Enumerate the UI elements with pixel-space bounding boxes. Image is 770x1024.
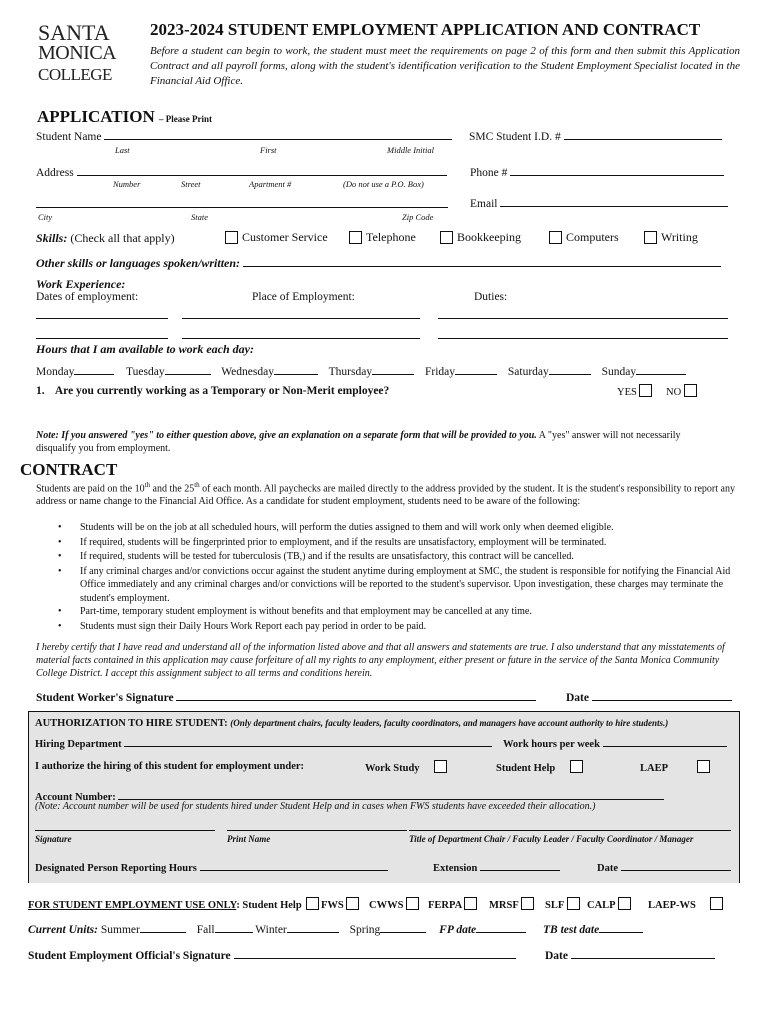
program-laep-ws[interactable] <box>648 897 723 911</box>
program-checkbox[interactable] <box>346 897 359 910</box>
skill-checkbox[interactable] <box>440 231 453 244</box>
option-laep[interactable] <box>640 760 710 774</box>
program-label: CWWS <box>369 900 404 911</box>
friday-hours-field[interactable] <box>455 363 497 375</box>
note-rest: A "yes" answer will not necessarily disqualify you from employment. <box>36 430 681 454</box>
office-use-row <box>28 897 319 911</box>
tb-test-date-label: TB test date <box>543 924 600 936</box>
skill-checkbox[interactable] <box>349 231 362 244</box>
email-field[interactable] <box>500 195 728 207</box>
contract-text-b: and the 25 <box>150 483 195 495</box>
zip-sub: Zip Code <box>402 212 434 222</box>
contract-bullet: • If any criminal charges and/or convictions occur against the student anytime during employment at SMC, the student is responsible for notifying the Financial Aid Office immediately and any criminal charges and/or convictions will be reported to the student's supervisor. Upon investigation, these charges may terminate the student's employment. <box>58 565 738 606</box>
official-date-label: Date <box>545 950 568 962</box>
winter-field[interactable] <box>287 921 339 933</box>
no-checkbox[interactable] <box>684 384 697 397</box>
authorize-label: I authorize the hiring of this student for employment under: <box>35 761 305 772</box>
program-label: CALP <box>587 900 616 911</box>
option-label: LAEP <box>640 763 669 774</box>
place-label: Place of Employment: <box>252 291 355 303</box>
smc-id-label: SMC Student I.D. # <box>469 131 561 143</box>
official-signature-label: Student Employment Official's Signature <box>28 950 231 962</box>
student-name-label: Student Name <box>36 131 102 143</box>
days-row <box>36 363 686 378</box>
work-experience-label: Work Experience: <box>36 277 126 291</box>
dates-field-1[interactable] <box>36 318 168 319</box>
program-ferpa[interactable] <box>428 897 477 911</box>
title-label: Title of Department Chair / Faculty Leader / Faculty Coordinator / Manager <box>409 834 694 844</box>
dates-label: Dates of employment: <box>36 291 139 303</box>
duties-field-2[interactable] <box>438 338 728 339</box>
skills-note: (Check all that apply) <box>70 231 175 245</box>
current-units-row <box>28 921 643 936</box>
contract-bullet: • Part-time, temporary student employment is without benefits and that employment may be cancelled at any time. <box>58 605 738 620</box>
winter-label: Winter <box>255 924 287 936</box>
program-label: FWS <box>321 900 344 911</box>
worker-signature-label: Student Worker's Signature <box>36 692 174 704</box>
duties-field-1[interactable] <box>438 318 728 319</box>
program-checkbox[interactable] <box>464 897 477 910</box>
sunday-hours-field[interactable] <box>636 363 686 375</box>
program-slf[interactable] <box>545 897 580 911</box>
skill-label: Computers <box>566 230 619 244</box>
logo-line-3: COLLEGE <box>38 65 112 84</box>
no-label: NO <box>666 387 682 398</box>
hiring-department-field[interactable] <box>124 735 492 747</box>
contract-text-a: Students are paid on the 10 <box>36 483 145 495</box>
smc-id-row <box>469 128 722 143</box>
contract-paragraph <box>36 479 736 508</box>
work-hours-row <box>503 735 727 750</box>
yes-option[interactable] <box>617 384 652 398</box>
program-label: MRSF <box>489 900 519 911</box>
day-tuesday: Tuesday <box>126 366 165 378</box>
tb-test-date-field[interactable] <box>599 921 643 933</box>
auth-date-field[interactable] <box>621 859 731 871</box>
program-label: SLF <box>545 900 564 911</box>
smc-id-field[interactable] <box>564 128 722 140</box>
auth-date-row <box>597 859 731 874</box>
college-logo <box>38 22 130 85</box>
designated-label: Designated Person Reporting Hours <box>35 863 197 874</box>
application-heading-text: APPLICATION <box>37 107 155 126</box>
program-calp[interactable] <box>587 897 631 911</box>
question-number: 1. <box>36 385 45 397</box>
form-intro: Before a student can begin to work, the student must meet the requirements on page 2 of this form and then submit this Application Contract and all payroll forms, along with the student's identification verification to the Student Employment Specialist located in the Financial Aid Office. <box>150 45 740 87</box>
name-sub-middle: Middle Initial <box>387 145 434 155</box>
application-heading-note: – Please Print <box>159 114 212 124</box>
skill-writing[interactable] <box>644 230 698 245</box>
option-checkbox[interactable] <box>697 760 710 773</box>
other-skills-label: Other skills or languages spoken/written: <box>36 256 241 270</box>
current-units-label: Current Units: <box>28 924 98 936</box>
name-sub-first: First <box>260 145 277 155</box>
auth-date-label: Date <box>597 863 618 874</box>
account-label: Account Number: <box>35 792 116 803</box>
skill-checkbox[interactable] <box>644 231 657 244</box>
tuesday-hours-field[interactable] <box>165 363 211 375</box>
address-row <box>36 164 447 179</box>
program-cwws[interactable] <box>369 897 419 911</box>
program-fws[interactable] <box>321 897 359 911</box>
application-heading <box>37 107 212 127</box>
contract-sup-1: th <box>144 481 151 489</box>
program-checkbox[interactable] <box>406 897 419 910</box>
fp-date-label: FP date <box>439 924 477 936</box>
question-row <box>36 385 389 397</box>
address-label: Address <box>36 167 74 179</box>
worker-date-label: Date <box>566 692 589 704</box>
worker-date-row <box>566 689 732 704</box>
yes-label: YES <box>617 387 637 398</box>
skill-label: Customer Service <box>242 230 328 244</box>
worker-signature-row <box>36 689 536 704</box>
account-note: (Note: Account number will be used for students hired under Student Help and in cases when FWS students have exceeded their allocation.) <box>35 801 596 812</box>
skill-label: Writing <box>661 230 698 244</box>
contract-bullet: • Students must sign their Daily Hours Work Report each pay period in order to be paid. <box>58 620 738 635</box>
option-checkbox[interactable] <box>434 760 447 773</box>
contract-bullet: • If required, students will be tested for tuberculosis (TB,) and if the results are unsatisfactory, this contract will be cancelled. <box>58 550 738 565</box>
summer-label: Summer <box>100 924 140 936</box>
fp-date-field[interactable] <box>476 921 526 933</box>
skill-checkbox[interactable] <box>225 231 238 244</box>
spring-label: Spring <box>349 924 381 936</box>
official-date-row <box>545 947 715 962</box>
fall-label: Fall <box>196 924 215 936</box>
worker-signature-field[interactable] <box>176 689 536 701</box>
question-text: Are you currently working as a Temporary or Non-Merit employee? <box>54 385 390 397</box>
contract-sup-2: th <box>194 481 200 489</box>
certify-paragraph: I hereby certify that I have read and understand all of the information listed above and that all answers and statements are true. I also understand that any misstatements of material facts contained in this application may cause forfeiture of all my rights to any employment, either present or future in the service of the Santa Monica Community College District. I accept this assignment subject to all terms and conditions herein. <box>36 642 725 679</box>
program-checkbox[interactable] <box>618 897 631 910</box>
day-friday: Friday <box>424 366 455 378</box>
authorization-heading-note: (Only department chairs, faculty leaders, faculty coordinators, and managers have account authority to hire students.) <box>230 718 669 728</box>
program-checkbox[interactable] <box>521 897 534 910</box>
saturday-hours-field[interactable] <box>549 363 591 375</box>
email-label: Email <box>470 198 498 210</box>
place-field-2[interactable] <box>182 338 420 339</box>
extension-label: Extension <box>433 863 478 874</box>
phone-field[interactable] <box>510 164 724 176</box>
phone-row <box>470 164 724 179</box>
signature-field[interactable] <box>35 830 215 831</box>
work-hours-label: Work hours per week <box>503 739 600 750</box>
contract-bullet: • If required, students will be fingerprinted prior to employment, and if the results are unsatisfactory, employment will be terminated. <box>58 536 738 551</box>
dates-field-2[interactable] <box>36 338 168 339</box>
phone-label: Phone # <box>470 167 508 179</box>
logo-line-1: SANTA <box>38 20 110 45</box>
option-student-help[interactable] <box>496 760 583 774</box>
email-row <box>470 195 728 210</box>
note-bold: Note: If you answered "yes" to either question above, give an explanation on a separate form that will be provided to you. <box>36 430 537 441</box>
official-date-field[interactable] <box>571 947 715 959</box>
skills-label: Skills: <box>36 231 68 245</box>
office-use-label: FOR STUDENT EMPLOYMENT USE ONLY <box>28 900 237 911</box>
other-skills-row <box>36 255 721 271</box>
name-sub-last: Last <box>115 145 130 155</box>
day-wednesday: Wednesday <box>221 366 274 378</box>
address-sub-apartment: Apartment # <box>249 179 292 189</box>
option-label: Work Study <box>365 763 420 774</box>
day-monday: Monday <box>36 366 75 378</box>
title-field[interactable] <box>409 830 731 831</box>
authorization-heading: AUTHORIZATION TO HIRE STUDENT: <box>35 718 228 729</box>
program-checkbox[interactable] <box>567 897 580 910</box>
account-field[interactable] <box>118 788 664 800</box>
city-field[interactable] <box>36 196 448 208</box>
print-name-field[interactable] <box>227 830 407 831</box>
skill-checkbox[interactable] <box>549 231 562 244</box>
skill-customer-service[interactable] <box>225 230 328 245</box>
authorization-box <box>28 711 740 883</box>
official-signature-row <box>28 947 516 962</box>
wednesday-hours-field[interactable] <box>274 363 318 375</box>
program-checkbox[interactable] <box>710 897 723 910</box>
work-hours-field[interactable] <box>603 735 727 747</box>
contract-text-c: of each month. All paychecks are mailed directly to the address provided by the student. It is the student's responsibility to report any address or name change to the Financial Aid Office. As a candidate for student employment, students need to be aware of the following: <box>36 483 735 508</box>
place-field-1[interactable] <box>182 318 420 319</box>
hiring-department-label: Hiring Department <box>35 739 122 750</box>
student-help-checkbox[interactable] <box>306 897 319 910</box>
student-name-field[interactable] <box>104 128 452 140</box>
skill-bookkeeping[interactable] <box>440 230 521 245</box>
worker-date-field[interactable] <box>592 689 732 701</box>
option-checkbox[interactable] <box>570 760 583 773</box>
extension-field[interactable] <box>480 859 560 871</box>
extension-row <box>433 859 560 874</box>
hiring-department-row <box>35 735 492 750</box>
city-sub: City <box>38 212 53 222</box>
yes-checkbox[interactable] <box>639 384 652 397</box>
print-name-label: Print Name <box>227 834 271 844</box>
other-skills-field[interactable] <box>243 255 721 267</box>
program-mrsf[interactable] <box>489 897 534 911</box>
contract-bullets <box>58 521 738 634</box>
thursday-hours-field[interactable] <box>372 363 414 375</box>
day-thursday: Thursday <box>328 366 373 378</box>
student-name-row <box>36 128 452 143</box>
address-sub-no-po: (Do not use a P.O. Box) <box>343 179 424 189</box>
day-saturday: Saturday <box>507 366 549 378</box>
designated-row <box>35 859 388 874</box>
summer-field[interactable] <box>140 921 186 933</box>
skills-row <box>36 231 175 246</box>
option-label: Student Help <box>496 763 556 774</box>
duties-label: Duties: <box>474 291 508 303</box>
form-title: 2023-2024 STUDENT EMPLOYMENT APPLICATION AND CONTRACT <box>150 20 701 39</box>
office-student-help-label: : Student Help <box>236 900 302 911</box>
no-option[interactable] <box>666 384 697 398</box>
designated-field[interactable] <box>200 859 388 871</box>
logo-line-2: MONICA <box>38 42 117 64</box>
fall-field[interactable] <box>215 921 253 933</box>
skill-computers[interactable] <box>549 230 619 245</box>
authorization-heading-row <box>35 718 668 729</box>
skill-telephone[interactable] <box>349 230 416 245</box>
address-field[interactable] <box>77 164 447 176</box>
program-label: FERPA <box>428 900 462 911</box>
day-sunday: Sunday <box>601 366 637 378</box>
address-sub-number: Number <box>113 179 141 189</box>
hours-label: Hours that I am available to work each day: <box>36 342 255 356</box>
contract-bullet: • Students will be on the job at all scheduled hours, will perform the duties assigned to them and will work only when deemed eligible. <box>58 521 738 536</box>
skill-label: Telephone <box>366 230 416 244</box>
monday-hours-field[interactable] <box>74 363 114 375</box>
program-label: LAEP-WS <box>648 900 696 911</box>
official-signature-field[interactable] <box>234 947 516 959</box>
option-work-study[interactable] <box>365 760 447 774</box>
skill-label: Bookkeeping <box>457 230 521 244</box>
spring-field[interactable] <box>380 921 426 933</box>
contract-heading: CONTRACT <box>20 460 118 479</box>
state-sub: State <box>191 212 208 222</box>
address-sub-street: Street <box>181 179 201 189</box>
note-paragraph <box>36 429 696 455</box>
signature-label: Signature <box>35 834 72 844</box>
